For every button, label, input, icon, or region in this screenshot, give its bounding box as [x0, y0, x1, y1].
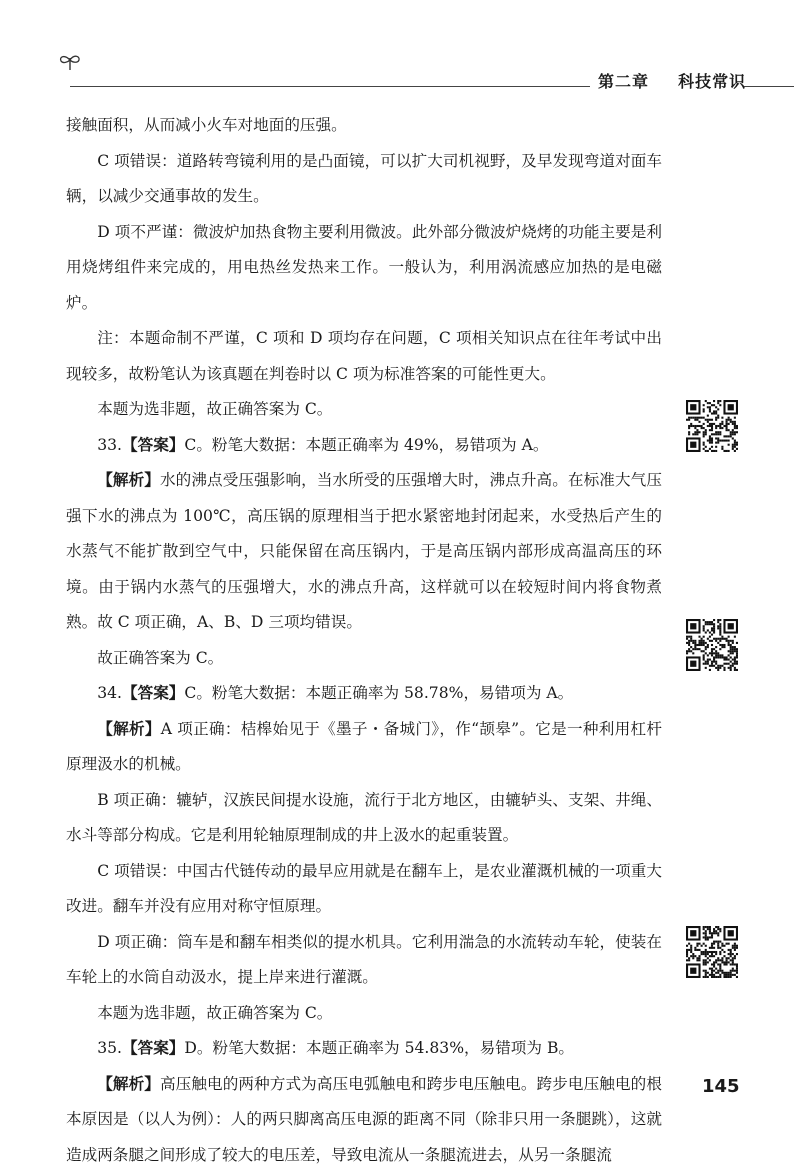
paragraph: 本题为选非题，故正确答案为 C。 [66, 392, 662, 428]
analysis-tag: 【解析】 [97, 1075, 160, 1093]
paragraph: B 项正确：辘轳，汉族民间提水设施，流行于北方地区，由辘轳头、支架、井绳、水斗等部分构成。它是利用轮轴原理制成的井上汲水的起重装置。 [66, 783, 662, 854]
paragraph: C 项错误：道路转弯镜利用的是凸面镜，可以扩大司机视野，及早发现弯道对面车辆，以减少交通事故的发生。 [66, 144, 662, 215]
paragraph: C 项错误：中国古代链传动的最早应用就是在翻车上，是农业灌溉机械的一项重大改进。翻车并没有应用对称守恒原理。 [66, 854, 662, 925]
paragraph: 注：本题命制不严谨，C 项和 D 项均存在问题，C 项相关知识点在往年考试中出现较多，故粉笔认为该真题在判卷时以 C 项为标准答案的可能性更大。 [66, 321, 662, 392]
qr-code-35[interactable] [686, 926, 738, 978]
header-rule-left [70, 86, 590, 87]
answer-33: 33.【答案】C。粉笔大数据：本题正确率为 49%，易错项为 A。 [66, 428, 662, 464]
qr-code-33[interactable] [686, 400, 738, 452]
page-number: 145 [702, 1076, 740, 1097]
header-rule-right [744, 86, 794, 87]
question-number: 35. [97, 1039, 122, 1057]
answer-34: 34.【答案】C。粉笔大数据：本题正确率为 58.78%，易错项为 A。 [66, 676, 662, 712]
page-header [0, 0, 800, 100]
chapter-subject: 科技常识 [678, 72, 746, 91]
analysis-tag: 【解析】 [97, 471, 160, 489]
analysis-tag: 【解析】 [97, 720, 161, 738]
question-number: 34. [97, 684, 122, 702]
answer-35: 35.【答案】D。粉笔大数据：本题正确率为 54.83%，易错项为 B。 [66, 1031, 662, 1067]
analysis-34: 【解析】A 项正确：桔槔始见于《墨子・备城门》，作“颉皋”。它是一种利用杠杆原理汲水的机械。 [66, 712, 662, 783]
analysis-35: 【解析】高压触电的两种方式为高压电弧触电和跨步电压触电。跨步电压触电的根本原因是（以人为例）：人的两只脚离高压电源的距离不同（除非只用一条腿跳），这就造成两条腿之间形成了较大的电压差，导致电流从一条腿流进去，从另一条腿流 [66, 1067, 662, 1173]
analysis-33: 【解析】水的沸点受压强影响，当水所受的压强增大时，沸点升高。在标准大气压强下水的沸点为 100℃，高压锅的原理相当于把水紧密地封闭起来，水受热后产生的水蒸气不能扩散到空气中，只能保留在高压锅内，于是高压锅内部形成高温高压的环境。由于锅内水蒸气的压强增大，水的沸点升高，这样就可以在较短时间内将食物煮熟。故 C 项正确，A、B、D 三项均错误。 [66, 463, 662, 641]
main-content [66, 108, 662, 1173]
chapter-number: 第二章 [598, 72, 649, 91]
paragraph: D 项正确：筒车是和翻车相类似的提水机具。它利用湍急的水流转动车轮，使装在车轮上的水筒自动汲水，提上岸来进行灌溉。 [66, 925, 662, 996]
answer-tag: 【答案】 [122, 684, 184, 702]
chapter-title [598, 69, 746, 92]
paragraph: 接触面积，从而减小火车对地面的压强。 [66, 108, 662, 144]
paragraph: D 项不严谨：微波炉加热食物主要利用微波。此外部分微波炉烧烤的功能主要是利用烧烤组件来完成的，用电热丝发热来工作。一般认为，利用涡流感应加热的是电磁炉。 [66, 215, 662, 322]
qr-code-34[interactable] [686, 619, 738, 671]
sprout-icon [58, 52, 82, 72]
answer-tag: 【答案】 [122, 436, 184, 454]
question-number: 33. [97, 436, 122, 454]
answer-tag: 【答案】 [122, 1039, 184, 1057]
paragraph: 本题为选非题，故正确答案为 C。 [66, 996, 662, 1032]
paragraph: 故正确答案为 C。 [66, 641, 662, 677]
